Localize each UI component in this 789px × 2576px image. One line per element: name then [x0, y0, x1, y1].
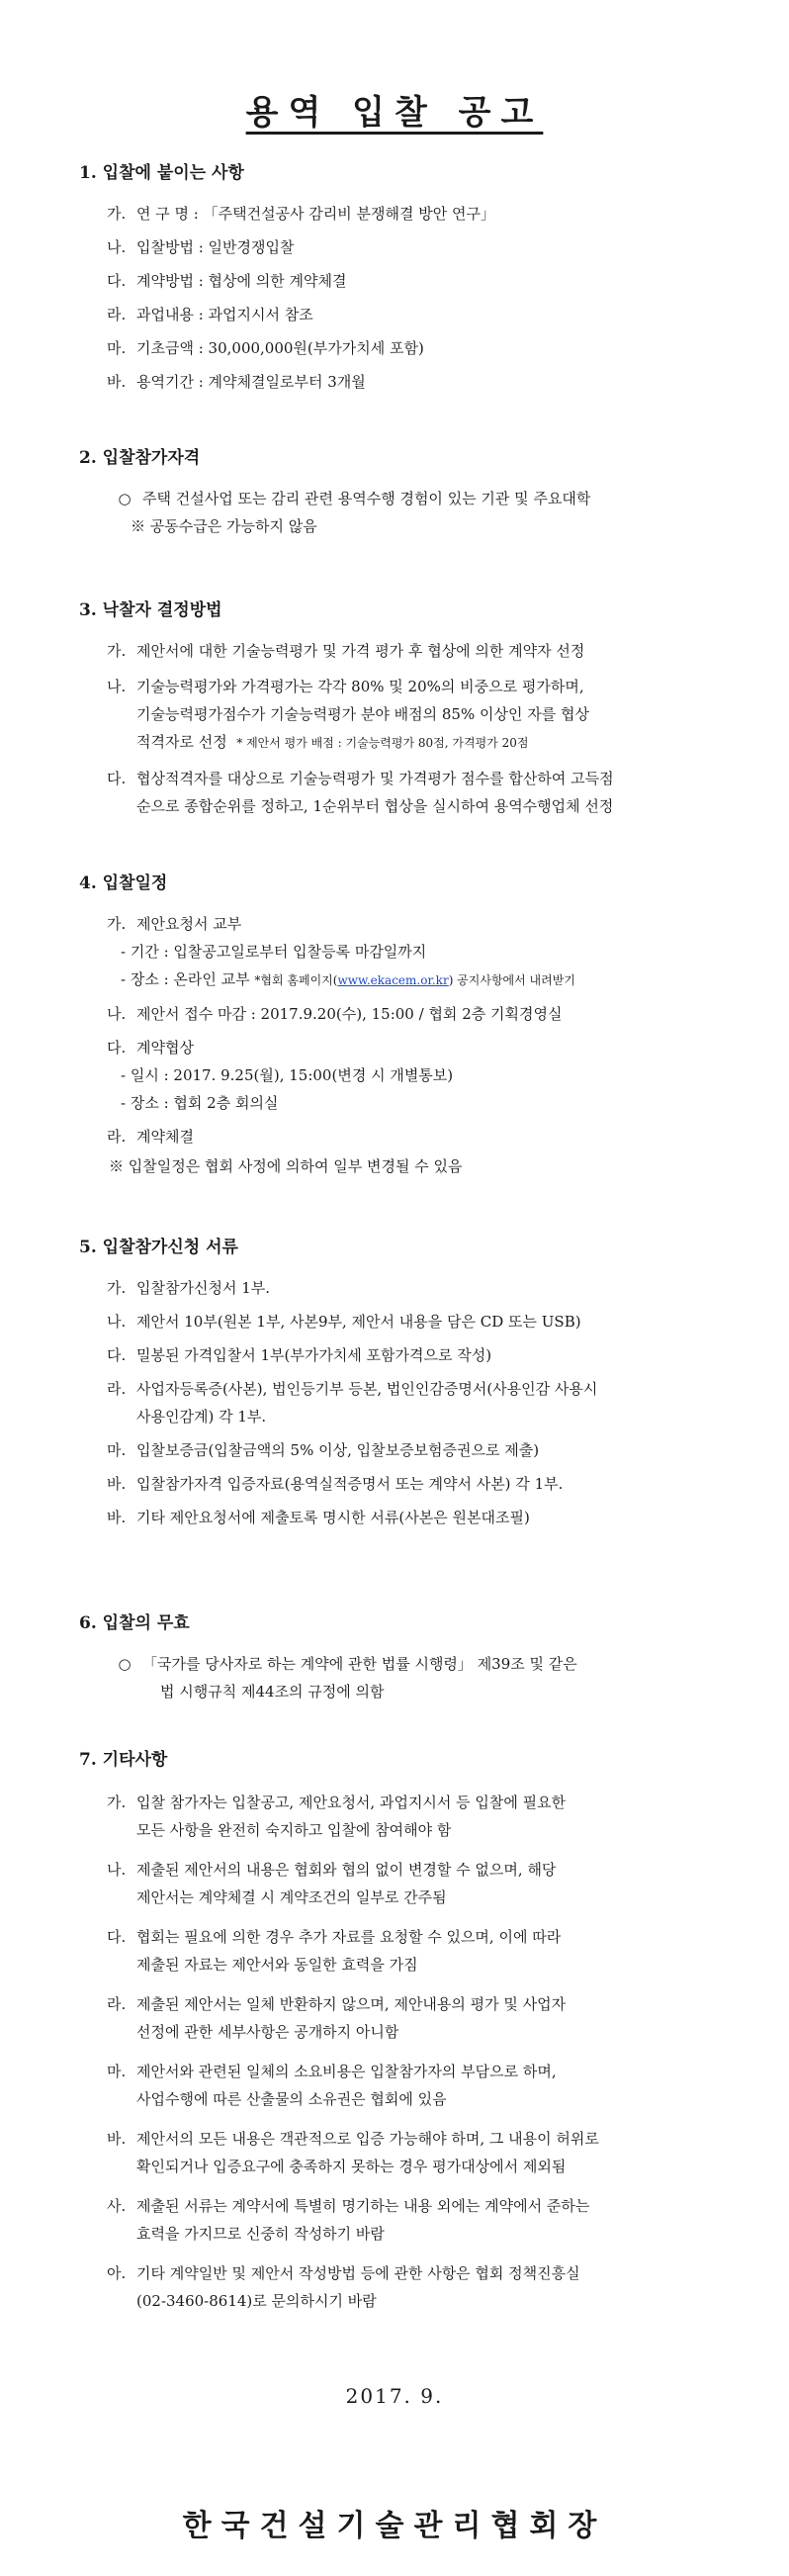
- section-other-matters: [59, 1747, 730, 2315]
- list-item: ○ 「국가를 당사자로 하는 계약에 관한 법률 시행령」 제39조 및 같은 법 시행규칙 제44조의 규정에 의함: [118, 1655, 577, 1701]
- sub-item: - 일시 : 2017. 9.25(월), 15:00(변경 시 개별통보): [121, 1066, 454, 1084]
- list-item: 다. 협상적격자를 대상으로 기술능력평가 및 가격평가 점수를 합산하여 고득점 순으로 종합순위를 정하고, 1순위부터 협상을 실시하여 용역수행업체 선정: [107, 770, 614, 815]
- sub-item: - 장소 : 협회 2층 회의실: [121, 1094, 279, 1112]
- sub-item: - 기간 : 입찰공고일로부터 입찰등록 마감일까지: [121, 943, 427, 961]
- section-invalidity: [59, 1610, 730, 1705]
- list-item: 나. 입찰방법 : 일반경쟁입찰: [107, 238, 295, 256]
- note: ※ 공동수급은 가능하지 않음: [131, 517, 317, 535]
- section-title: 4. 입찰일정: [79, 874, 168, 893]
- notice-date: 2017. 9.: [345, 2384, 444, 2408]
- list-item: 가. 제안요청서 교부: [107, 915, 242, 933]
- issuer-signature: 한국건설기술관리협회장: [182, 2509, 607, 2543]
- list-item: 가. 제안서에 대한 기술능력평가 및 가격 평가 후 협상에 의한 계약자 선정: [107, 642, 585, 660]
- section-title: 3. 낙찰자 결정방법: [79, 600, 222, 620]
- list-item: 라. 제출된 제안서는 일체 반환하지 않으며, 제안내용의 평가 및 사업자 선정에 관한 세부사항은 공개하지 아니함: [107, 1995, 567, 2041]
- list-item: 사. 제출된 서류는 계약서에 특별히 명기하는 내용 외에는 계약에서 준하는 효력을 가지므로 신중히 작성하기 바람: [107, 2197, 590, 2243]
- section-eligibility: [59, 445, 730, 540]
- list-item: 나. 제안서 접수 마감 : 2017.9.20(수), 15:00 / 협회 2층 기획경영실: [107, 1005, 563, 1023]
- sub-item: - 장소 : 온라인 교부 *협회 홈페이지(www.ekacem.or.kr) 공지사항에서 내려받기: [121, 970, 575, 988]
- section-title: 2. 입찰참가자격: [79, 448, 201, 468]
- list-item: 마. 기초금액 : 30,000,000원(부가가치세 포함): [107, 339, 424, 357]
- homepage-link[interactable]: www.ekacem.or.kr: [337, 973, 449, 987]
- list-item: 라. 과업내용 : 과업지시서 참조: [107, 306, 313, 323]
- list-item: 나. 기술능력평가와 가격평가는 각각 80% 및 20%의 비중으로 평가하며, 기술능력평가점수가 기술능력평가 분야 배점의 85% 이상인 자를 협상 적격자로 선정 * 제안서 평가 배점 : 기술능력평가 80점, 가격평가 20점: [107, 678, 589, 751]
- list-item: 다. 밀봉된 가격입찰서 1부(부가가치세 포함가격으로 작성): [107, 1346, 492, 1364]
- list-item: 라. 계약체결: [107, 1128, 194, 1146]
- section-title: 6. 입찰의 무효: [79, 1613, 190, 1633]
- list-item: 나. 제안서 10부(원본 1부, 사본9부, 제안서 내용을 담은 CD 또는 USB): [107, 1313, 581, 1331]
- list-item: 가. 입찰 참가자는 입찰공고, 제안요청서, 과업지시서 등 입찰에 필요한 모든 사항을 완전히 숙지하고 입찰에 참여해야 함: [107, 1794, 567, 1839]
- list-item: 다. 계약방법 : 협상에 의한 계약체결: [107, 272, 347, 290]
- list-item: 가. 연 구 명 : 「주택건설공사 감리비 분쟁해결 방안 연구」: [107, 205, 496, 223]
- list-item: 마. 제안서와 관련된 일체의 소요비용은 입찰참가자의 부담으로 하며, 사업수행에 따른 산출물의 소유권은 협회에 있음: [107, 2063, 557, 2108]
- section-documents: [59, 1235, 730, 1531]
- section-bidding-items: [59, 160, 730, 396]
- section-title: 7. 기타사항: [79, 1750, 168, 1770]
- list-item: 다. 협회는 필요에 의한 경우 추가 자료를 요청할 수 있으며, 이에 따라 제출된 자료는 제안서와 동일한 효력을 가짐: [107, 1928, 562, 1974]
- list-item: 나. 제출된 제안서의 내용은 협회와 협의 없이 변경할 수 없으며, 해당 제안서는 계약체결 시 계약조건의 일부로 간주됨: [107, 1861, 557, 1906]
- section-title: 5. 입찰참가신청 서류: [79, 1238, 238, 1257]
- list-item: 라. 사업자등록증(사본), 법인등기부 등본, 법인인감증명서(사용인감 사용시 사용인감계) 각 1부.: [107, 1380, 598, 1426]
- list-item: 바. 입찰참가자격 입증자료(용역실적증명서 또는 계약서 사본) 각 1부.: [107, 1475, 564, 1493]
- list-item: 마. 입찰보증금(입찰금액의 5% 이상, 입찰보증보험증권으로 제출): [107, 1441, 540, 1459]
- list-item: ○ 주택 건설사업 또는 감리 관련 용역수행 경험이 있는 기관 및 주요대학: [118, 490, 591, 507]
- note: ※ 입찰일정은 협회 사정에 의하여 일부 변경될 수 있음: [109, 1157, 463, 1175]
- section-award-method: [59, 598, 730, 820]
- section-title: 1. 입찰에 붙이는 사항: [79, 163, 244, 183]
- section-schedule: [59, 871, 730, 1180]
- list-item: 가. 입찰참가신청서 1부.: [107, 1279, 271, 1297]
- list-item: 다. 계약협상: [107, 1039, 194, 1057]
- list-item: 바. 용역기간 : 계약체결일로부터 3개월: [107, 373, 366, 391]
- list-item: 바. 제안서의 모든 내용은 객관적으로 입증 가능해야 하며, 그 내용이 허위로 확인되거나 입증요구에 충족하지 못하는 경우 평가대상에서 제외됨: [107, 2130, 599, 2175]
- list-item: 바. 기타 제안요청서에 제출토록 명시한 서류(사본은 원본대조필): [107, 1509, 530, 1526]
- page-title: 용역 입찰 공고: [245, 93, 544, 133]
- list-item: 아. 기타 계약일반 및 제안서 작성방법 등에 관한 사항은 협회 정책진흥실 (02-3460-8614)로 문의하시기 바람: [107, 2264, 580, 2310]
